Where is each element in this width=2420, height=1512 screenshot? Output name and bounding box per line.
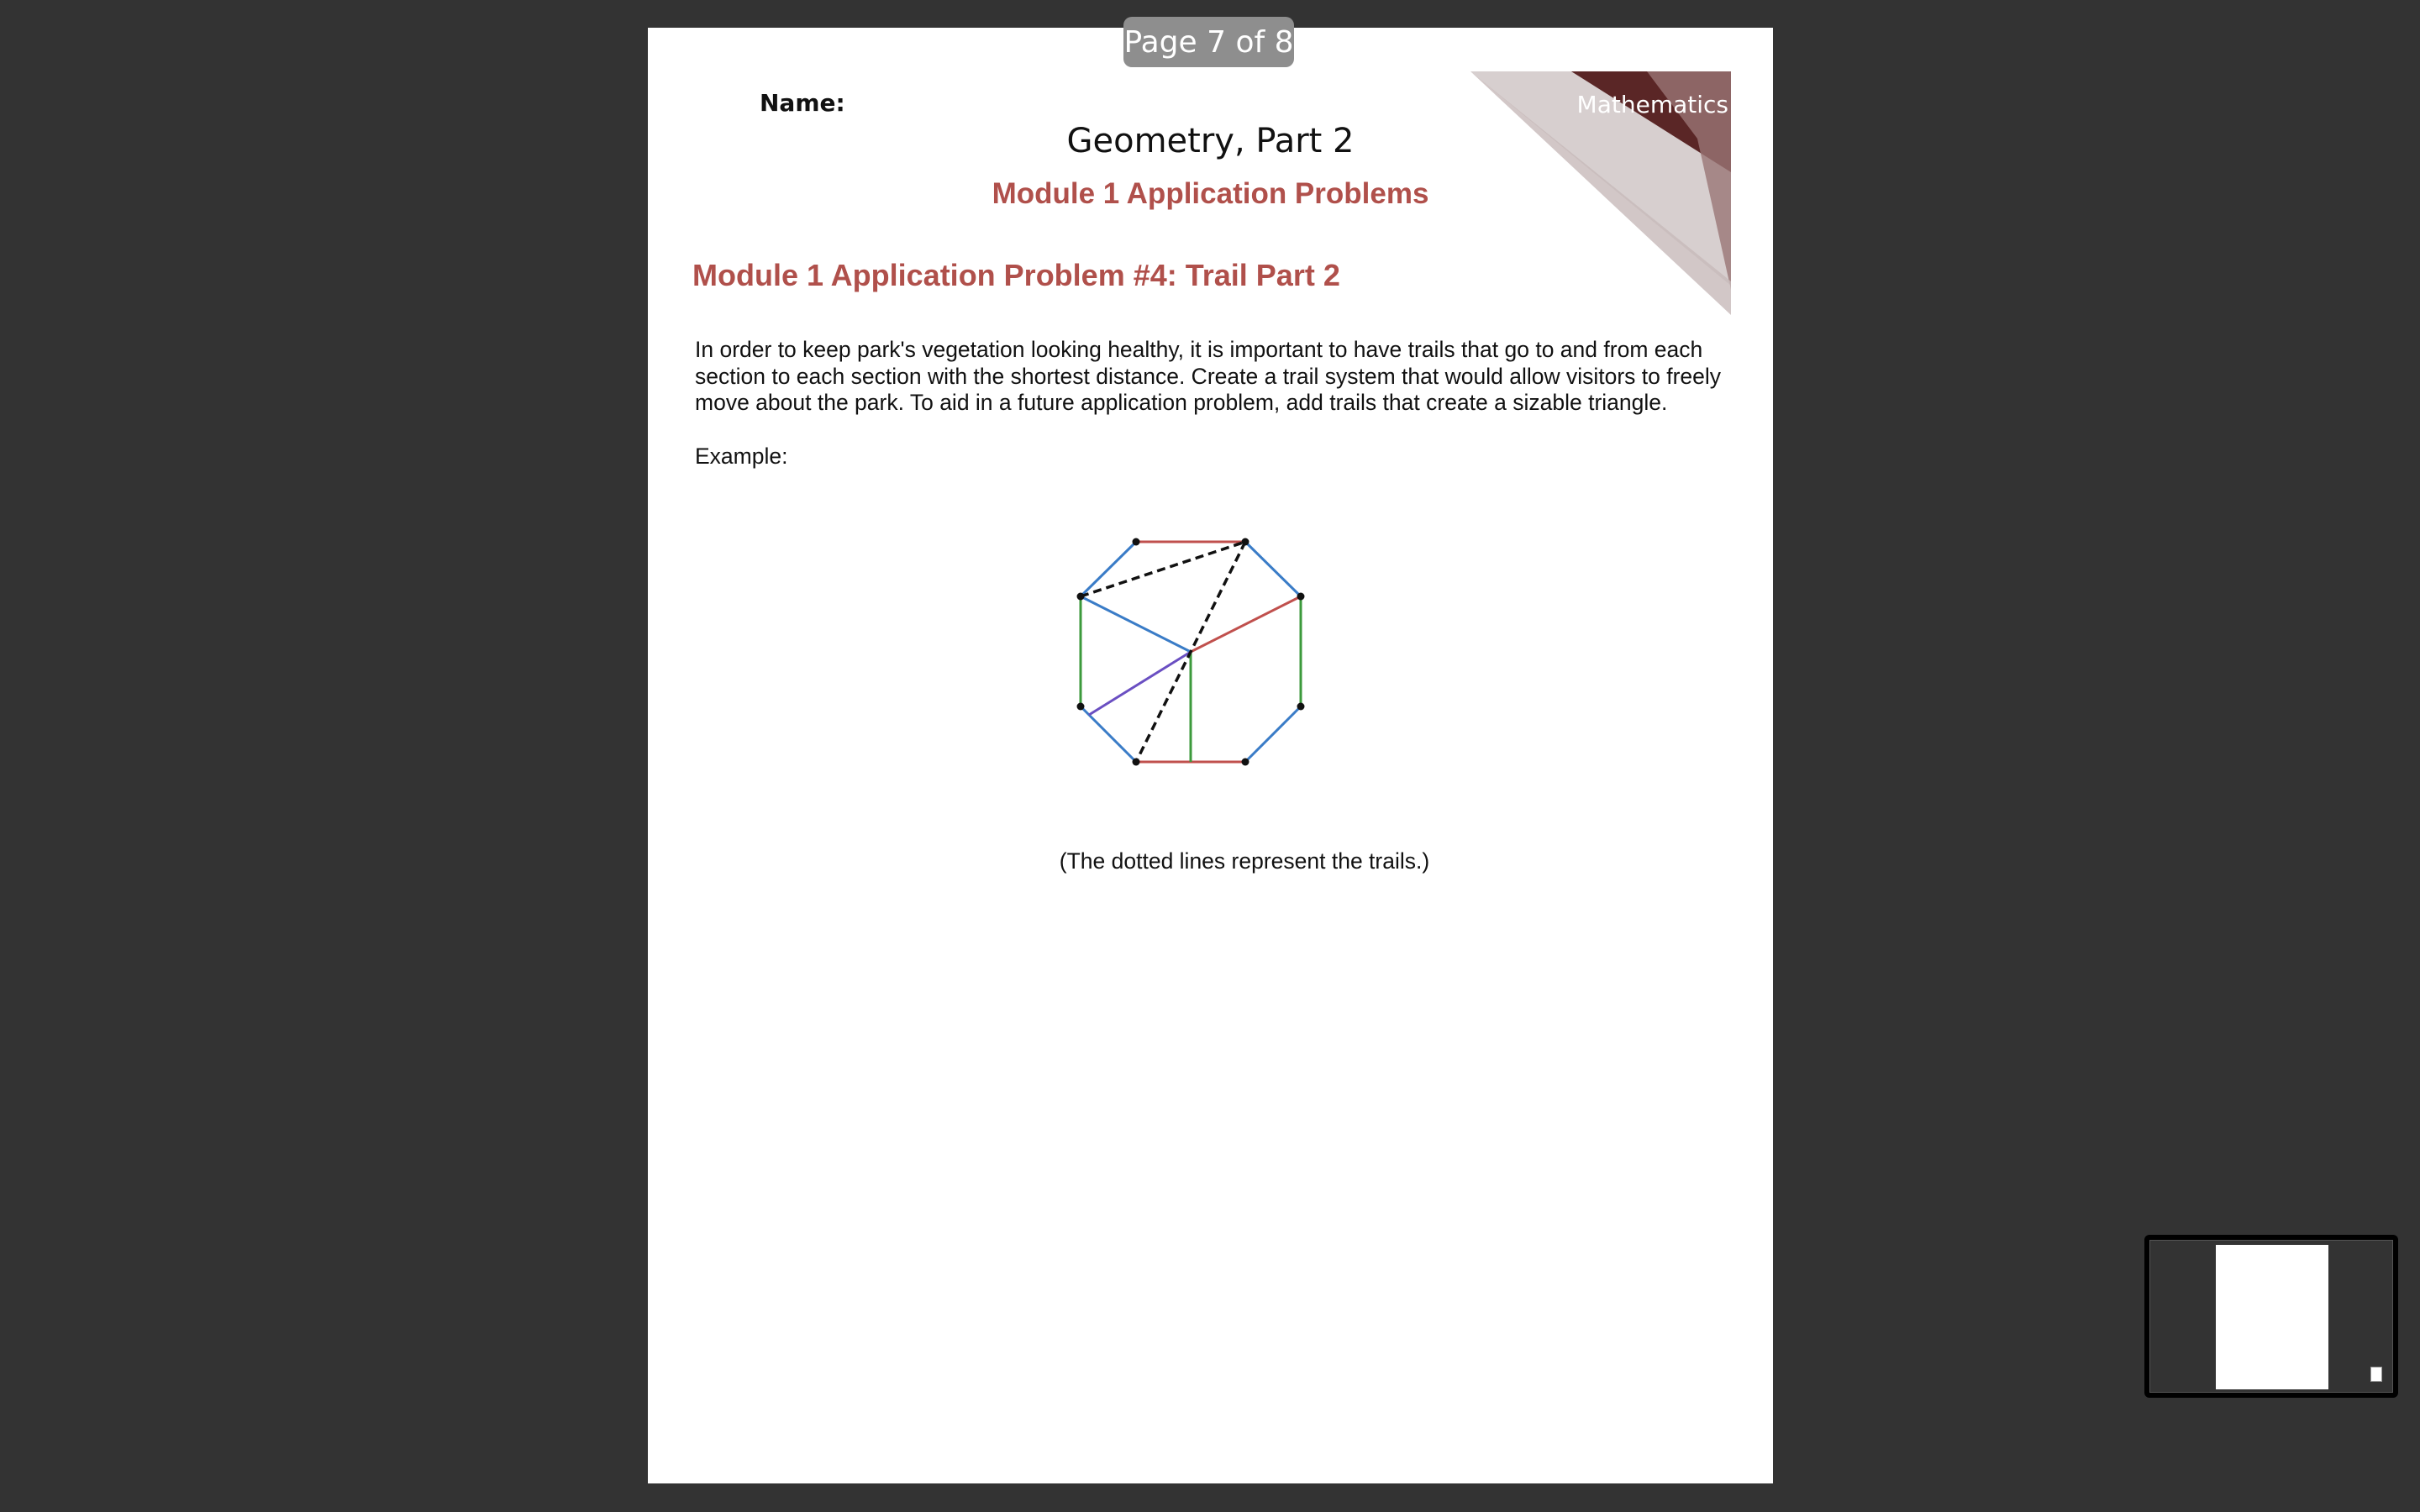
vertex	[1077, 593, 1085, 601]
diagram-caption: (The dotted lines represent the trails.)	[1059, 848, 1430, 874]
minimap-viewport	[2149, 1240, 2393, 1393]
vertex	[1133, 538, 1140, 546]
inner-red-segment	[1191, 596, 1301, 652]
page-subtitle: Module 1 Application Problems	[992, 177, 1429, 210]
minimap-handle[interactable]	[2370, 1367, 2382, 1382]
page-minimap[interactable]	[2144, 1235, 2398, 1398]
page-title: Geometry, Part 2	[1066, 122, 1355, 160]
problem-text: In order to keep park's vegetation looking healthy, it is important to have trails that go to and from each section to each section with the shortest distance. Create a trail system that would allow visitors to freely move about the park. To aid in a future application problem, add trails that create a sizable triangle.	[695, 337, 1722, 415]
vertex	[1242, 538, 1249, 546]
name-label: Name:	[760, 89, 845, 117]
vertex	[1242, 759, 1249, 766]
bottom-right-edge	[1245, 706, 1301, 762]
minimap-page-thumbnail[interactable]	[2216, 1245, 2328, 1389]
inner-blue-segment	[1081, 596, 1191, 652]
octagon-trail-diagram	[1051, 515, 1320, 784]
top-right-edge	[1245, 542, 1301, 596]
page-indicator: Page 7 of 8	[1123, 17, 1294, 67]
vertex	[1133, 759, 1140, 766]
trail-dashed-1	[1081, 542, 1245, 596]
document-page	[648, 28, 1773, 1483]
vertex	[1077, 703, 1085, 711]
bottom-left-edge	[1081, 706, 1136, 762]
vertex	[1297, 703, 1305, 711]
problem-heading: Module 1 Application Problem #4: Trail Part 2	[692, 258, 1340, 292]
vertex	[1297, 593, 1305, 601]
example-label: Example:	[695, 444, 788, 469]
inner-purple-segment	[1089, 652, 1191, 715]
subject-label: Mathematics	[1576, 91, 1728, 118]
